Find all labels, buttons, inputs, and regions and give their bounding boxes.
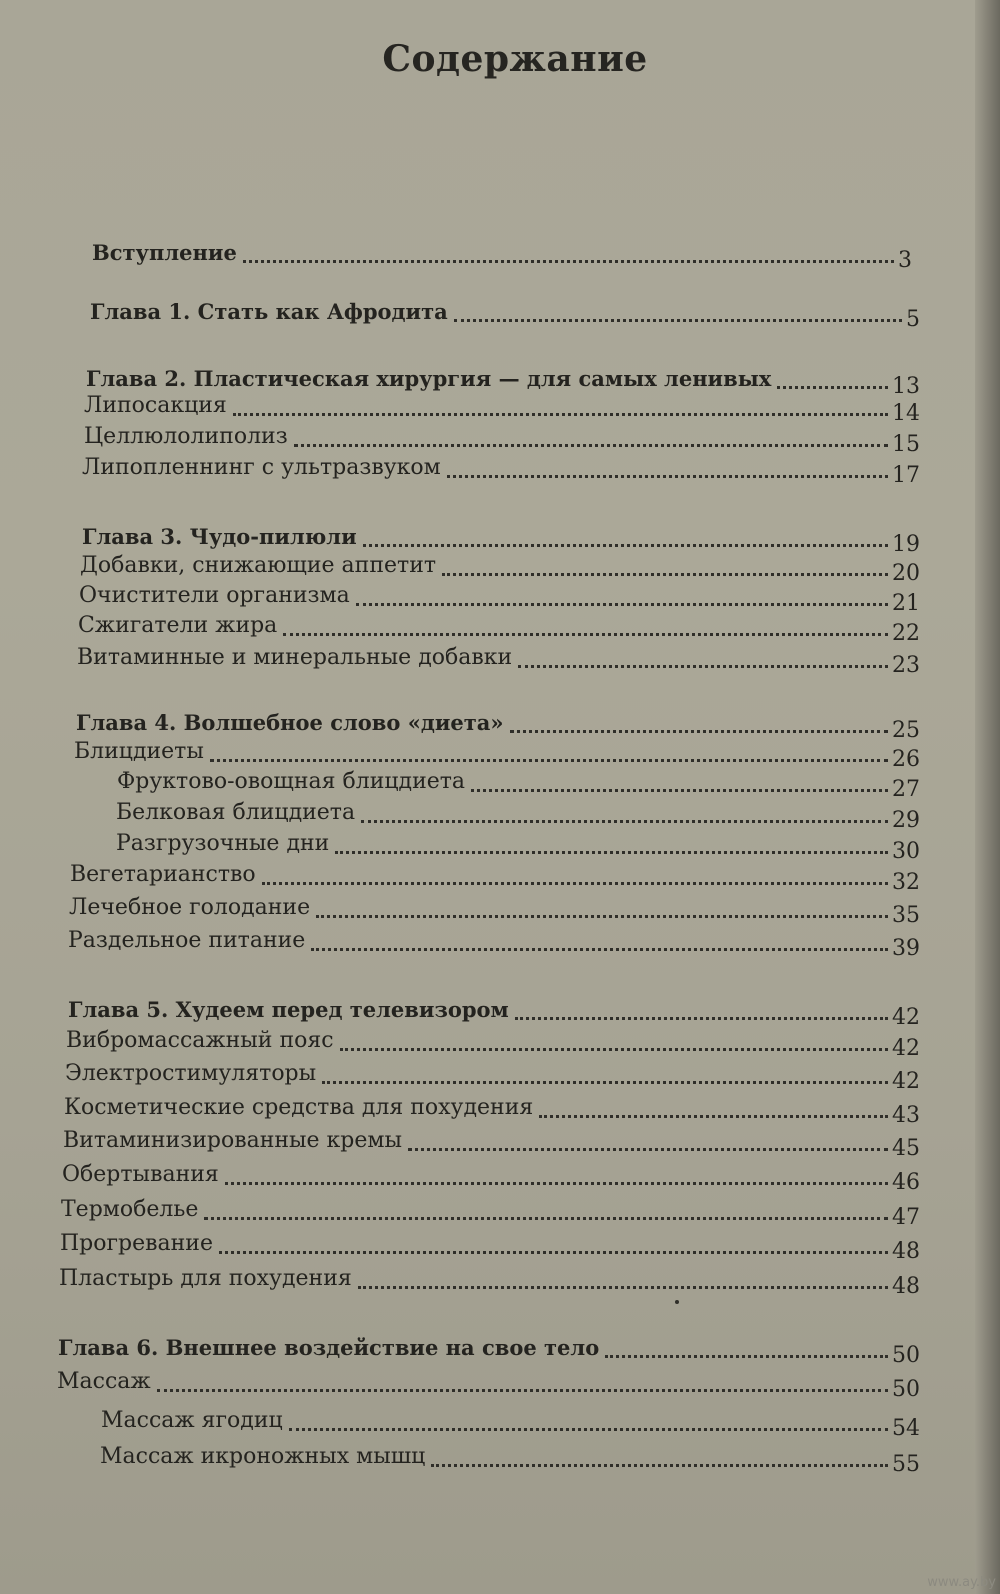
toc-entry-title: Витаминные и минеральные добавки [77, 645, 513, 670]
dot-leader [340, 1048, 888, 1051]
toc-entry-page: 17 [892, 463, 920, 488]
toc-entry-title: Целлюлолиполиз [84, 424, 288, 449]
print-speck [675, 1300, 679, 1304]
toc-entry-title: Обертывания [62, 1162, 219, 1187]
toc-entry-page: 35 [892, 903, 920, 928]
toc-entry [60, 1227, 920, 1264]
toc-entry-title: Раздельное питание [68, 928, 306, 953]
toc-entry-page: 3 [898, 248, 912, 273]
toc-entry [68, 924, 920, 961]
toc-entry-title: Вегетарианство [70, 862, 256, 887]
dot-leader [233, 413, 888, 416]
toc-entry [116, 827, 920, 864]
toc-entry-title: Глава 4. Волшебное слово «диета» [76, 710, 504, 735]
toc-entry [69, 891, 920, 928]
toc-entry [79, 579, 920, 616]
toc-entry-title: Электростимуляторы [65, 1061, 317, 1086]
toc-entry [84, 389, 920, 426]
toc-entry-title: Белковая блицдиета [116, 800, 356, 825]
dot-leader [316, 915, 888, 918]
dot-leader [431, 1464, 888, 1467]
toc-entry-page: 42 [892, 1036, 920, 1061]
dot-leader [358, 1286, 888, 1289]
toc-entry [86, 362, 920, 399]
toc-entry-page: 19 [892, 532, 920, 557]
toc-entry-title: Массаж [57, 1369, 151, 1394]
dot-leader [539, 1115, 888, 1118]
dot-leader [363, 544, 888, 547]
toc-entry-page: 47 [892, 1205, 920, 1230]
toc-entry-page: 32 [892, 870, 920, 895]
toc-entry-page: 20 [892, 561, 920, 586]
toc-entry-page: 26 [892, 747, 920, 772]
page-title: Содержание [382, 38, 648, 80]
toc-entry-title: Глава 2. Пластическая хирургия — для самых ленивых [86, 366, 772, 391]
toc-entry [64, 1091, 920, 1128]
toc-entry-page: 5 [906, 307, 920, 332]
dot-leader [356, 603, 888, 606]
toc-entry-title: Глава 5. Худеем перед телевизором [68, 997, 509, 1022]
toc-entry-title: Вибромассажный пояс [66, 1028, 334, 1053]
toc-entry-title: Глава 6. Внешнее воздействие на свое тело [58, 1335, 600, 1360]
dot-leader [335, 851, 888, 854]
toc-entry [117, 765, 920, 802]
dot-leader [294, 444, 888, 447]
toc-entry-title: Очистители организма [79, 583, 350, 608]
toc-entry-page: 48 [892, 1239, 920, 1264]
watermark: www.ay.by [927, 1575, 996, 1590]
toc-entry-page: 14 [892, 401, 920, 426]
dot-leader [518, 665, 888, 668]
toc-entry [90, 295, 920, 332]
toc-entry-title: Массаж икроножных мышц [100, 1444, 426, 1469]
dot-leader [225, 1182, 888, 1185]
dot-leader [219, 1251, 888, 1254]
toc-entry-title: Липосакция [84, 393, 227, 418]
dot-leader [322, 1081, 888, 1084]
dot-leader [157, 1389, 888, 1392]
toc-entry [74, 735, 920, 772]
toc-entry [70, 858, 920, 895]
toc-entry [57, 1365, 920, 1402]
toc-entry-page: 42 [892, 1069, 920, 1094]
toc-entry-page: 30 [892, 839, 920, 864]
toc-entry-page: 50 [892, 1343, 920, 1368]
toc-entry [78, 609, 920, 646]
toc-entry-page: 43 [892, 1103, 920, 1128]
toc-entry [66, 1024, 920, 1061]
toc-entry-page: 25 [892, 718, 920, 743]
toc-entry [61, 1193, 920, 1230]
toc-entry-page: 13 [892, 374, 920, 399]
toc-entry [68, 993, 920, 1030]
toc-entry-page: 48 [892, 1274, 920, 1299]
dot-leader [510, 730, 888, 733]
toc-entry-title: Глава 3. Чудо-пилюли [82, 524, 357, 549]
toc-entry [101, 1404, 920, 1441]
dot-leader [283, 633, 888, 636]
dot-leader [243, 260, 894, 263]
toc-entry-page: 45 [892, 1136, 920, 1161]
dot-leader [442, 573, 888, 576]
page-edge-shadow [975, 0, 1000, 1594]
dot-leader [289, 1428, 888, 1431]
dot-leader [408, 1148, 888, 1151]
toc-entry-page: 15 [892, 432, 920, 457]
toc-entry [77, 641, 920, 678]
toc-entry [65, 1057, 920, 1094]
toc-entry-title: Блицдиеты [74, 739, 204, 764]
toc-entry [100, 1440, 920, 1477]
toc-entry-title: Лечебное голодание [69, 895, 311, 920]
dot-leader [515, 1017, 888, 1020]
toc-entry [92, 236, 912, 273]
toc-entry-page: 39 [892, 936, 920, 961]
toc-entry [62, 1158, 920, 1195]
toc-entry [59, 1262, 920, 1299]
dot-leader [471, 789, 888, 792]
toc-entry-title: Сжигатели жира [78, 613, 278, 638]
toc-entry-page: 42 [892, 1005, 920, 1030]
dot-leader [311, 948, 888, 951]
toc-entry-title: Косметические средства для похудения [64, 1095, 534, 1120]
toc-entry-page: 46 [892, 1170, 920, 1195]
dot-leader [361, 820, 888, 823]
dot-leader [204, 1217, 888, 1220]
toc-entry [80, 549, 920, 586]
toc-entry-title: Фруктово-овощная блицдиета [117, 769, 466, 794]
toc-entry-title: Пластырь для похудения [59, 1266, 352, 1291]
toc-entry-page: 27 [892, 777, 920, 802]
toc-entry [82, 520, 920, 557]
toc-entry-title: Массаж ягодиц [101, 1408, 283, 1433]
toc-entry [63, 1124, 920, 1161]
toc-entry-page: 22 [892, 621, 920, 646]
toc-entry [76, 706, 920, 743]
dot-leader [605, 1355, 888, 1358]
toc-entry-title: Глава 1. Стать как Афродита [90, 299, 448, 324]
toc-entry-page: 21 [892, 591, 920, 616]
toc-entry-page: 29 [892, 808, 920, 833]
toc-entry-title: Вступление [92, 240, 237, 265]
toc-entry-title: Добавки, снижающие аппетит [80, 553, 437, 578]
toc-entry-title: Витаминизированные кремы [63, 1128, 403, 1153]
toc-entry [58, 1331, 920, 1368]
toc-entry-title: Липопленнинг с ультразвуком [82, 455, 441, 480]
toc-entry-title: Термобелье [61, 1197, 199, 1222]
toc-entry-title: Прогревание [60, 1231, 213, 1256]
toc-entry-page: 23 [892, 653, 920, 678]
toc-entry [82, 451, 920, 488]
dot-leader [454, 319, 902, 322]
dot-leader [210, 759, 888, 762]
dot-leader [262, 882, 888, 885]
toc-entry-title: Разгрузочные дни [116, 831, 330, 856]
toc-entry-page: 50 [892, 1377, 920, 1402]
dot-leader [447, 475, 888, 478]
toc-entry [116, 796, 920, 833]
toc-entry [84, 420, 920, 457]
toc-entry-page: 55 [892, 1452, 920, 1477]
toc-entry-page: 54 [892, 1416, 920, 1441]
